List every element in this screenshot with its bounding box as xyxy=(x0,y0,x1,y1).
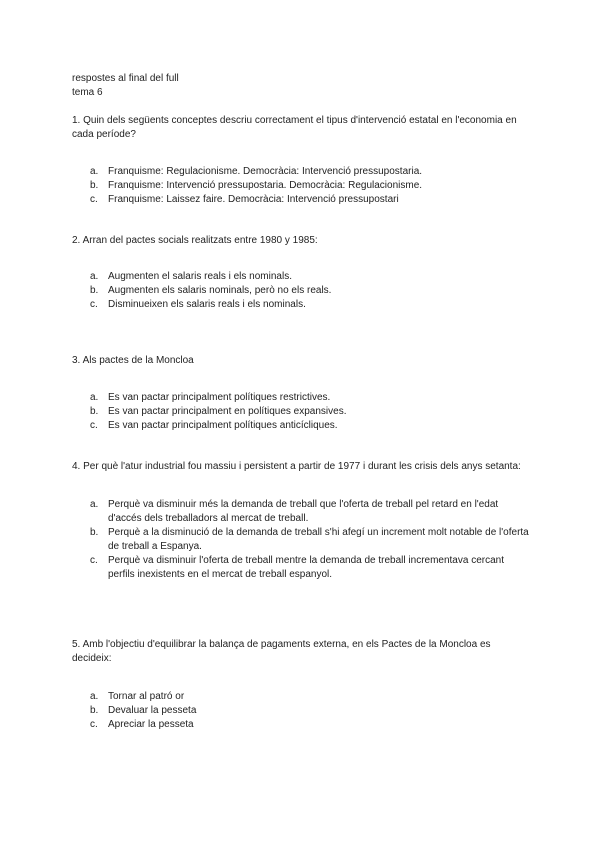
option-letter: c. xyxy=(90,420,98,431)
question-2 xyxy=(72,234,532,312)
option-letter: a. xyxy=(90,392,99,403)
option-letter: b. xyxy=(90,527,99,538)
option-b xyxy=(72,284,532,298)
option-list xyxy=(72,391,532,433)
option-b xyxy=(72,179,532,193)
option-text: Es van pactar principalment polítiques restrictives. xyxy=(108,392,331,403)
option-letter: a. xyxy=(90,271,99,282)
option-letter: b. xyxy=(90,406,99,417)
question-text: 4. Per què l'atur industrial fou massiu i persistent a partir de 1977 i durant les crisis dels anys setanta: xyxy=(72,461,521,472)
question-text: 2. Arran del pactes socials realitzats entre 1980 y 1985: xyxy=(72,235,318,246)
option-letter: c. xyxy=(90,194,98,205)
question-text: 1. Quin dels següents conceptes descriu correctament el tipus d'intervenció estatal en l'economia en cada període? xyxy=(72,115,517,140)
question-3 xyxy=(72,354,532,433)
option-letter: a. xyxy=(90,499,99,510)
option-letter: a. xyxy=(90,166,99,177)
option-text: Perquè va disminuir més la demanda de treball que l'oferta de treball pel retard en l'edat d'accés dels treballadors al mercat de treball. xyxy=(108,499,499,524)
option-c xyxy=(72,718,532,732)
question-4 xyxy=(72,460,532,582)
option-text: Augmenten el salaris reals i els nominals. xyxy=(108,271,292,282)
option-list xyxy=(72,690,532,732)
question-5 xyxy=(72,638,532,732)
document-header xyxy=(72,72,179,100)
option-b xyxy=(72,405,532,419)
option-list xyxy=(72,498,532,582)
option-letter: b. xyxy=(90,180,99,191)
option-text: Es van pactar principalment polítiques anticícliques. xyxy=(108,420,338,431)
option-b xyxy=(72,526,532,554)
option-a xyxy=(72,391,532,405)
header-note: respostes al final del full xyxy=(72,73,179,84)
option-text: Perquè va disminuir l'oferta de treball mentre la demanda de treball incrementava cercant perfils inexistents en el mercat de treball espanyol. xyxy=(108,555,505,580)
option-list xyxy=(72,270,532,312)
question-1 xyxy=(72,114,532,207)
option-letter: a. xyxy=(90,691,99,702)
option-text: Perquè a la disminució de la demanda de treball s'hi afegí un increment molt notable de l'oferta de treball a Espanya. xyxy=(108,527,529,552)
option-c xyxy=(72,193,532,207)
question-text: 3. Als pactes de la Moncloa xyxy=(72,355,194,366)
option-c xyxy=(72,554,532,582)
option-c xyxy=(72,419,532,433)
option-letter: b. xyxy=(90,705,99,716)
option-a xyxy=(72,270,532,284)
option-a xyxy=(72,690,532,704)
option-a xyxy=(72,498,532,526)
option-letter: c. xyxy=(90,299,98,310)
option-b xyxy=(72,704,532,718)
option-text: Es van pactar principalment en polítiques expansives. xyxy=(108,406,347,417)
option-a xyxy=(72,165,532,179)
option-text: Devaluar la pesseta xyxy=(108,705,197,716)
option-c xyxy=(72,298,532,312)
option-letter: c. xyxy=(90,555,98,566)
question-text: 5. Amb l'objectiu d'equilibrar la balança de pagaments externa, en els Pactes de la Moncloa es decideix: xyxy=(72,639,491,664)
option-text: Augmenten els salaris nominals, però no els reals. xyxy=(108,285,332,296)
option-letter: b. xyxy=(90,285,99,296)
option-list xyxy=(72,165,532,207)
option-text: Disminueixen els salaris reals i els nominals. xyxy=(108,299,306,310)
option-text: Apreciar la pesseta xyxy=(108,719,194,730)
header-topic: tema 6 xyxy=(72,87,103,98)
option-text: Tornar al patró or xyxy=(108,691,185,702)
option-text: Franquisme: Laissez faire. Democràcia: Intervenció pressupostari xyxy=(108,194,399,205)
option-letter: c. xyxy=(90,719,98,730)
option-text: Franquisme: Regulacionisme. Democràcia: Intervenció pressupostaria. xyxy=(108,166,423,177)
option-text: Franquisme: Intervenció pressupostaria. Democràcia: Regulacionisme. xyxy=(108,180,423,191)
